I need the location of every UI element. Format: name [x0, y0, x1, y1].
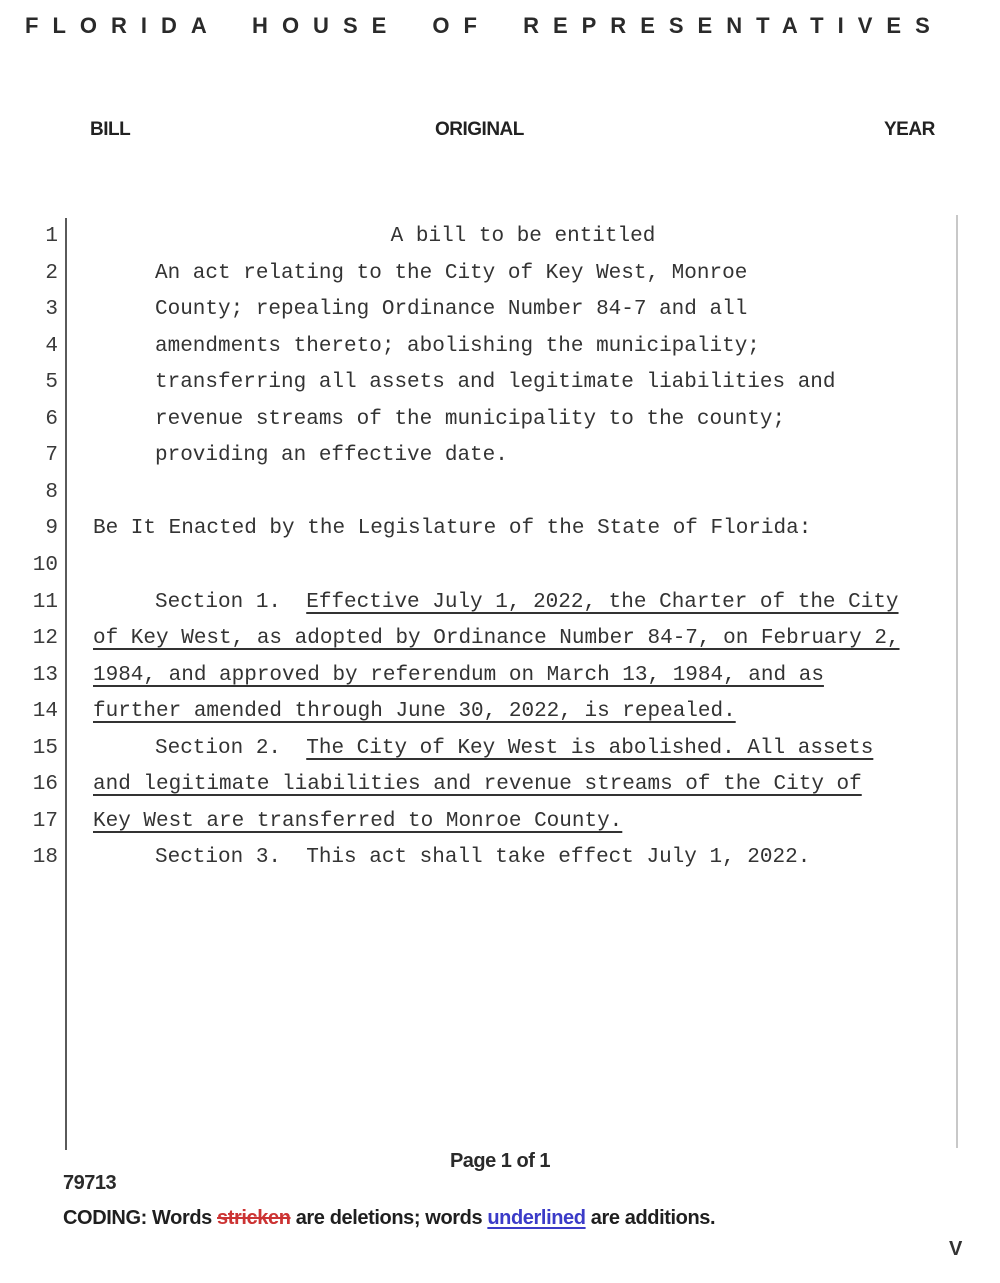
bill-line — [0, 401, 1000, 438]
coding-suffix: are additions. — [585, 1207, 716, 1229]
line-text — [155, 364, 953, 401]
plain-text: Section 3. This act shall take effect July 1, 2022. — [155, 846, 811, 870]
line-number: 9 — [45, 517, 58, 541]
plain-text: revenue streams of the municipality to the county; — [155, 407, 786, 431]
underlined-addition-text: 1984, and approved by referendum on March 13, 1984, and as — [93, 663, 824, 687]
line-text — [93, 620, 953, 657]
line-text — [93, 218, 953, 255]
underlined-addition-text: Effective July 1, 2022, the Charter of the City — [306, 590, 899, 614]
underlined-addition-text: and legitimate liabilities and revenue streams of the City of — [93, 773, 862, 797]
bill-line — [0, 328, 1000, 365]
plain-text: Section 2. — [155, 736, 307, 760]
plain-text: An act relating to the City of Key West, Monroe — [155, 261, 748, 285]
page-title: FLORIDA HOUSE OF REPRESENTATIVES — [25, 13, 944, 38]
bill-line — [0, 510, 1000, 547]
line-text — [155, 839, 953, 876]
plain-text: Section 1. — [155, 590, 307, 614]
line-number: 11 — [32, 590, 58, 614]
bill-line — [0, 218, 1000, 255]
underlined-addition-text: of Key West, as adopted by Ordinance Number 84-7, on February 2, — [93, 627, 900, 651]
underlined-addition-text: further amended through June 30, 2022, is repealed. — [93, 700, 736, 724]
line-text — [93, 803, 953, 840]
bill-line — [0, 547, 1000, 584]
line-number: 18 — [32, 846, 58, 870]
line-text — [155, 401, 953, 438]
bill-line — [0, 839, 1000, 876]
bill-line — [0, 657, 1000, 694]
line-number: 13 — [32, 663, 58, 687]
bill-line — [0, 255, 1000, 292]
line-number: 5 — [45, 371, 58, 395]
line-number: 12 — [32, 627, 58, 651]
bill-line — [0, 437, 1000, 474]
bill-line — [0, 730, 1000, 767]
bill-line — [0, 620, 1000, 657]
bill-line — [0, 364, 1000, 401]
line-number: 8 — [45, 480, 58, 504]
stricken-sample: stricken — [217, 1207, 291, 1229]
coding-prefix: CODING: Words — [63, 1207, 218, 1229]
line-number: 17 — [32, 809, 58, 833]
bill-number: 79713 — [63, 1172, 117, 1194]
line-text — [155, 730, 953, 767]
underlined-addition-text: The City of Key West is abolished. All assets — [306, 736, 874, 760]
line-text — [155, 255, 953, 292]
line-number: 4 — [45, 334, 58, 358]
line-text — [93, 693, 953, 730]
bill-line — [0, 584, 1000, 621]
plain-text: Be It Enacted by the Legislature of the State of Florida: — [93, 517, 812, 541]
bill-line — [0, 803, 1000, 840]
line-number: 6 — [45, 407, 58, 431]
plain-text: County; repealing Ordinance Number 84-7 and all — [155, 298, 748, 322]
underlined-sample: underlined — [487, 1207, 586, 1229]
coding-legend — [63, 1207, 715, 1230]
coding-middle: are deletions; words — [290, 1207, 488, 1229]
line-number: 14 — [32, 700, 58, 724]
bill-line — [0, 291, 1000, 328]
line-text — [155, 291, 953, 328]
line-text — [155, 584, 953, 621]
page-number: Page 1 of 1 — [449, 1150, 551, 1172]
line-number: 15 — [32, 736, 58, 760]
line-number: 2 — [45, 261, 58, 285]
column-header-original: ORIGINAL — [435, 119, 524, 140]
line-number: 10 — [32, 553, 58, 577]
bill-line — [0, 766, 1000, 803]
plain-text: A bill to be entitled — [390, 225, 656, 248]
plain-text: amendments thereto; abolishing the municipality; — [155, 334, 760, 358]
plain-text: providing an effective date. — [155, 444, 508, 468]
line-number: 1 — [45, 225, 58, 248]
plain-text: transferring all assets and legitimate liabilities and — [155, 371, 836, 395]
line-text — [155, 328, 953, 365]
line-text — [93, 510, 953, 547]
bill-line — [0, 693, 1000, 730]
bill-text-body — [0, 218, 1000, 898]
column-header-year: YEAR — [884, 119, 935, 140]
line-text — [93, 766, 953, 803]
underlined-addition-text: Key West are transferred to Monroe County. — [93, 809, 623, 833]
version-letter: V — [949, 1238, 963, 1260]
line-text — [93, 657, 953, 694]
line-number: 7 — [45, 444, 58, 468]
line-text — [155, 437, 953, 474]
column-header-bill: BILL — [90, 119, 131, 140]
bill-line — [0, 474, 1000, 511]
line-number: 3 — [45, 298, 58, 322]
line-number: 16 — [32, 773, 58, 797]
